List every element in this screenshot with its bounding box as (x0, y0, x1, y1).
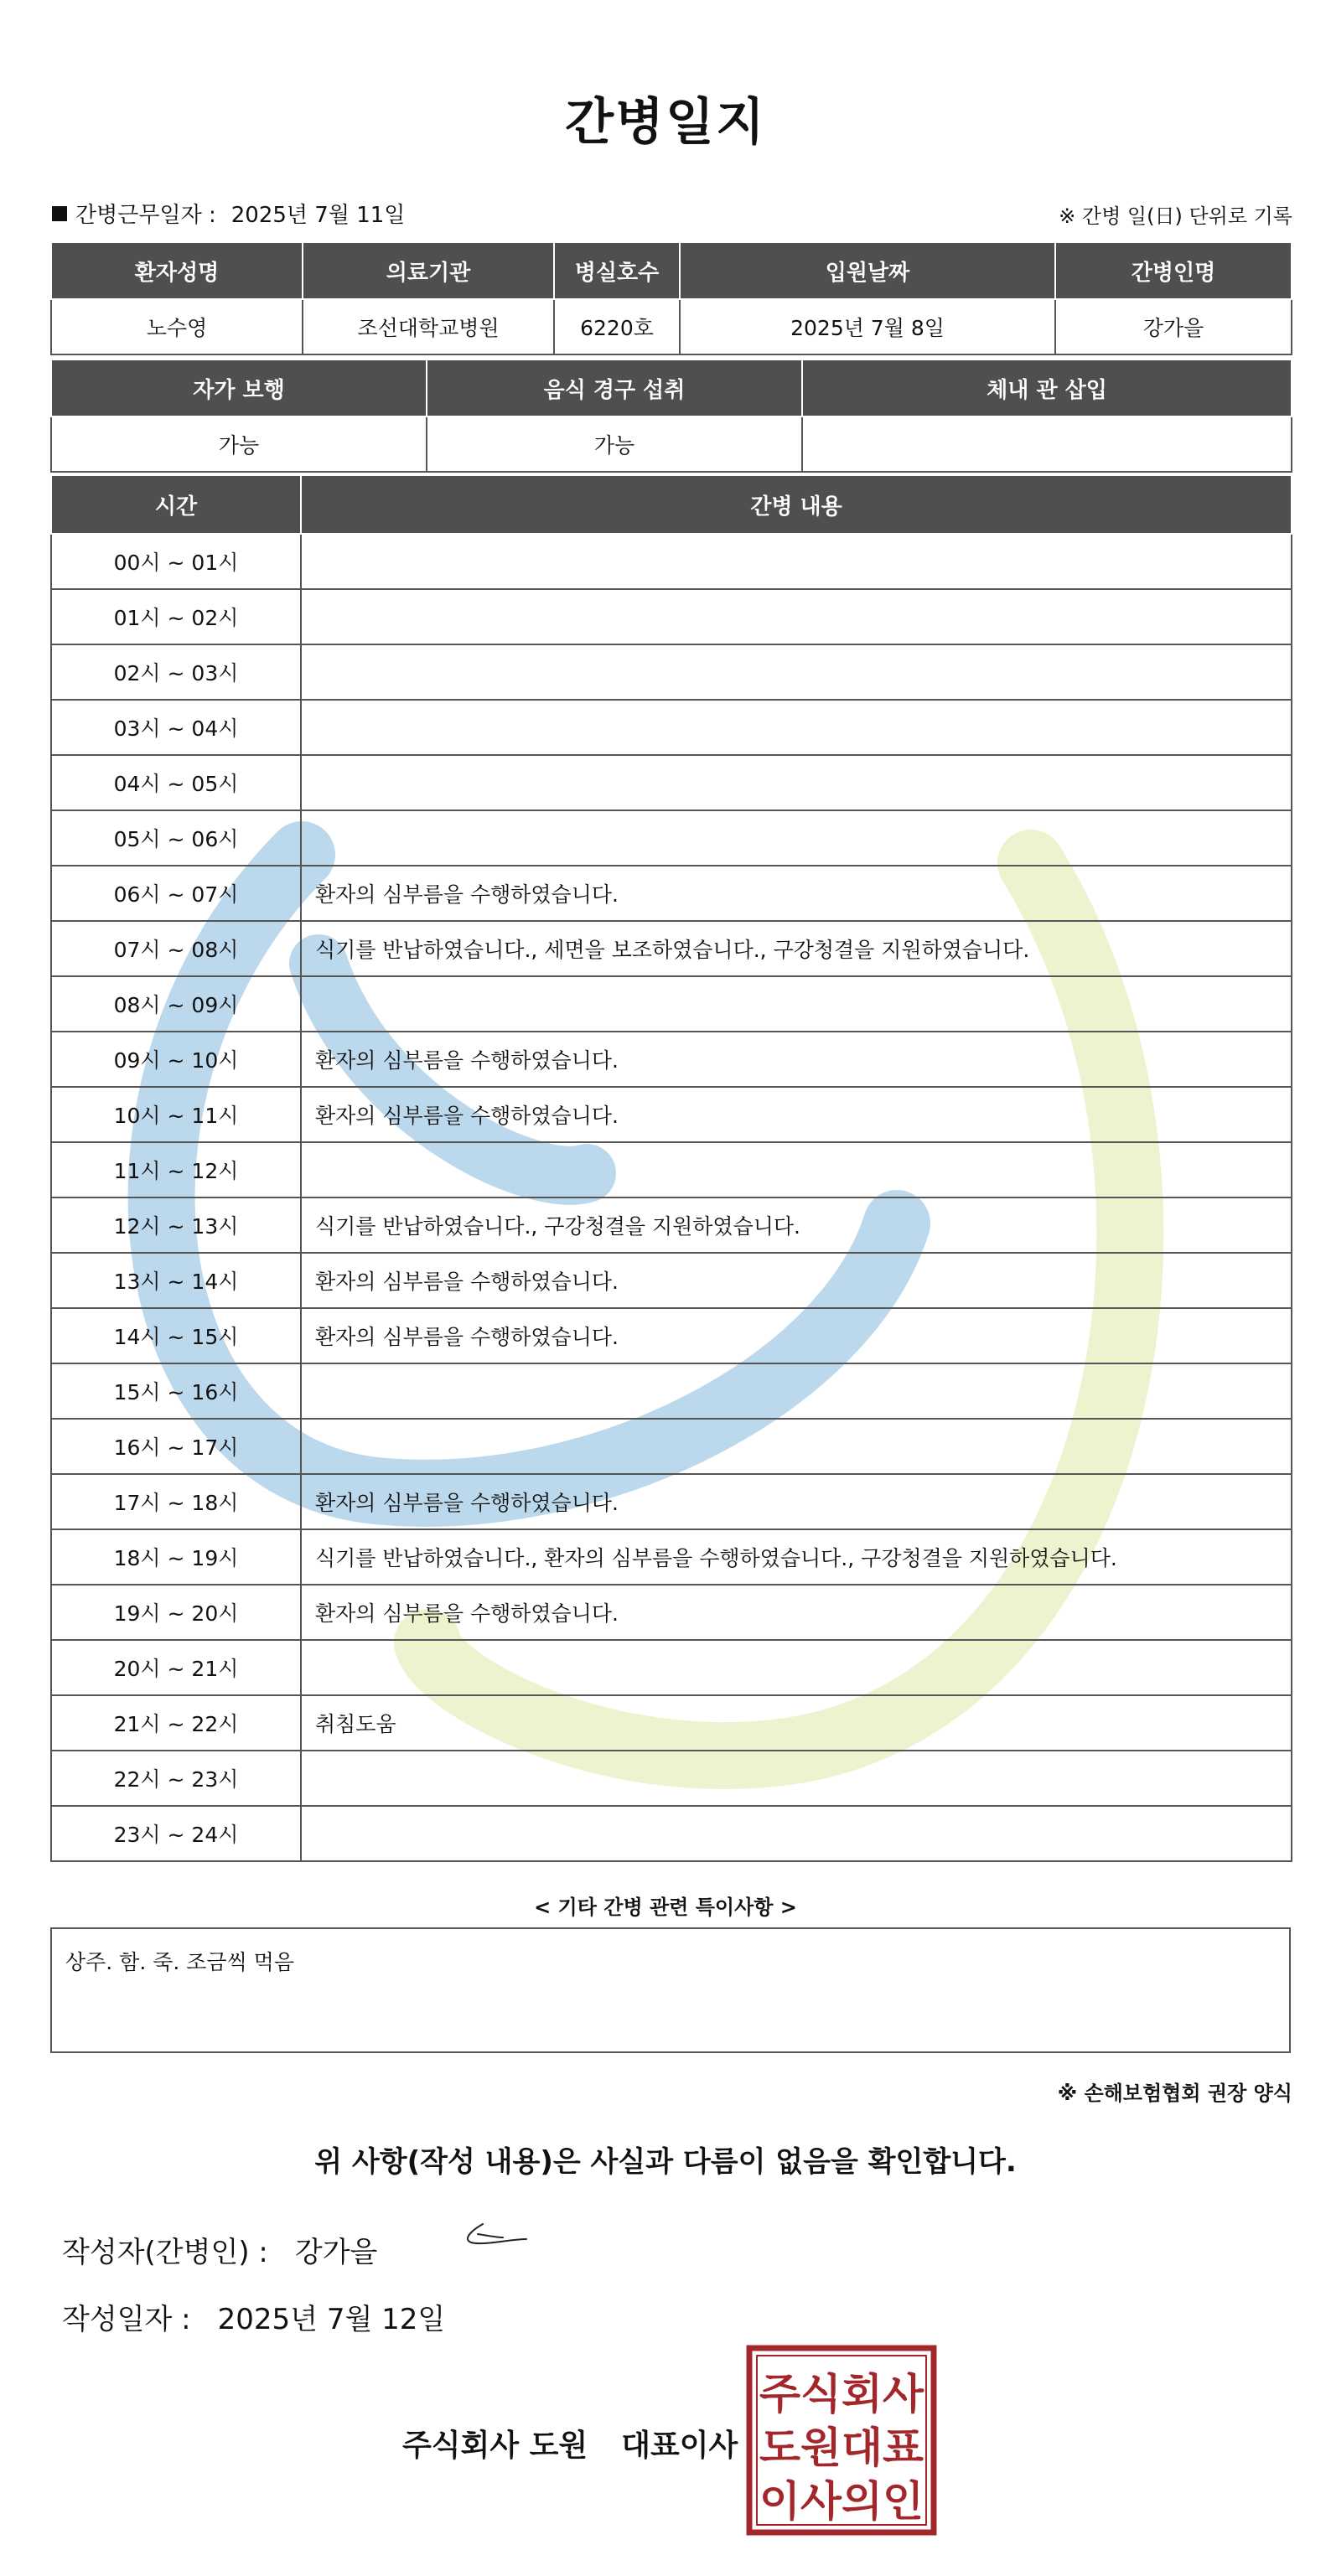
time-cell: 12시 ~ 13시 (51, 1197, 301, 1253)
svg-text:도원대표: 도원대표 (759, 2423, 924, 2472)
care-content-cell (301, 700, 1292, 755)
table-row (51, 866, 1292, 921)
work-date-label: 간병근무일자 : (75, 203, 216, 228)
notes-text: 상주. 함. 죽. 조금씩 먹음 (65, 1950, 294, 1974)
care-content-cell: 환자의 심부름을 수행하였습니다. (301, 866, 1292, 921)
document-title: 간병일지 (565, 93, 766, 152)
care-content-cell (301, 1142, 1292, 1197)
table-row (51, 755, 1292, 810)
patient-name: 노수영 (51, 299, 303, 354)
header-patient-name: 환자성명 (51, 242, 303, 299)
room-number: 6220호 (554, 299, 680, 354)
time-cell: 04시 ~ 05시 (51, 755, 301, 810)
tube-insertion-value (802, 416, 1292, 472)
header-admission-date: 입원날짜 (680, 242, 1055, 299)
time-cell: 23시 ~ 24시 (51, 1806, 301, 1861)
care-content-cell: 환자의 심부름을 수행하였습니다. (301, 1585, 1292, 1640)
table-row (51, 644, 1292, 700)
table-row (51, 1087, 1292, 1142)
table-row (51, 1419, 1292, 1474)
time-cell: 00시 ~ 01시 (51, 534, 301, 589)
notes-title: < 기타 간병 관련 특이사항 > (534, 1896, 797, 1919)
time-cell: 15시 ~ 16시 (51, 1363, 301, 1419)
table-row (51, 589, 1292, 644)
write-date-line (62, 2296, 445, 2337)
self-walking-value: 가능 (51, 416, 427, 472)
header-oral-intake: 음식 경구 섭취 (427, 360, 802, 416)
company-line (402, 2422, 738, 2465)
time-cell: 18시 ~ 19시 (51, 1529, 301, 1585)
time-cell: 08시 ~ 09시 (51, 976, 301, 1032)
hospital: 조선대학교병원 (303, 299, 554, 354)
header-care-content: 간병 내용 (301, 475, 1292, 534)
care-content-cell (301, 1751, 1292, 1806)
square-bullet-icon (52, 206, 67, 221)
care-content-cell: 식기를 반납하였습니다., 환자의 심부름을 수행하였습니다., 구강청결을 지원하였습니다. (301, 1529, 1292, 1585)
time-cell: 02시 ~ 03시 (51, 644, 301, 700)
table-row (51, 700, 1292, 755)
header-hospital: 의료기관 (303, 242, 554, 299)
time-cell: 03시 ~ 04시 (51, 700, 301, 755)
time-cell: 06시 ~ 07시 (51, 866, 301, 921)
writer-label: 작성자(간병인) : (62, 2236, 268, 2269)
writer-line (62, 2229, 377, 2270)
care-content-cell (301, 1419, 1292, 1474)
work-date (52, 198, 405, 229)
table-row (51, 1585, 1292, 1640)
time-cell: 17시 ~ 18시 (51, 1474, 301, 1529)
time-cell: 09시 ~ 10시 (51, 1032, 301, 1087)
header-room: 병실호수 (554, 242, 680, 299)
care-content-cell (301, 810, 1292, 866)
time-cell: 07시 ~ 08시 (51, 921, 301, 976)
header-tube-insertion: 체내 관 삽입 (802, 360, 1292, 416)
care-content-cell (301, 589, 1292, 644)
table-row (51, 1253, 1292, 1308)
oral-intake-value: 가능 (427, 416, 802, 472)
care-content-cell (301, 755, 1292, 810)
time-cell: 21시 ~ 22시 (51, 1695, 301, 1751)
company-name: 주식회사 도원 (402, 2429, 588, 2463)
table-row (51, 976, 1292, 1032)
table-row (51, 1197, 1292, 1253)
table-row (51, 1474, 1292, 1529)
table-row (51, 1751, 1292, 1806)
care-content-cell (301, 1806, 1292, 1861)
time-cell: 22시 ~ 23시 (51, 1751, 301, 1806)
admission-date: 2025년 7월 8일 (680, 299, 1055, 354)
care-content-cell (301, 1640, 1292, 1695)
time-cell: 13시 ~ 14시 (51, 1253, 301, 1308)
table-row (51, 1806, 1292, 1861)
table-row (51, 1032, 1292, 1087)
svg-text:이사의인: 이사의인 (759, 2477, 924, 2526)
care-content-cell (301, 1363, 1292, 1419)
write-date-label: 작성일자 : (62, 2303, 191, 2336)
svg-text:주식회사: 주식회사 (759, 2370, 924, 2418)
care-content-cell (301, 644, 1292, 700)
patient-info-table (50, 241, 1292, 355)
work-date-value: 2025년 7월 11일 (230, 203, 406, 228)
table-row (51, 1142, 1292, 1197)
header-caregiver-name: 간병인명 (1055, 242, 1292, 299)
table-row (51, 1529, 1292, 1585)
patient-status-table (50, 359, 1292, 473)
time-cell: 14시 ~ 15시 (51, 1308, 301, 1363)
table-row (51, 1308, 1292, 1363)
care-content-cell: 환자의 심부름을 수행하였습니다. (301, 1253, 1292, 1308)
daily-record-note: ※ 간병 일(日) 단위로 기록 (1059, 204, 1292, 228)
table-row (51, 1363, 1292, 1419)
care-log-table (50, 474, 1292, 1862)
caregiver-name: 강가을 (1055, 299, 1292, 354)
time-cell: 11시 ~ 12시 (51, 1142, 301, 1197)
care-content-cell (301, 534, 1292, 589)
time-cell: 01시 ~ 02시 (51, 589, 301, 644)
table-row (51, 1695, 1292, 1751)
time-cell: 20시 ~ 21시 (51, 1640, 301, 1695)
table-row (51, 534, 1292, 589)
company-seal (746, 2345, 937, 2536)
time-cell: 19시 ~ 20시 (51, 1585, 301, 1640)
time-cell: 05시 ~ 06시 (51, 810, 301, 866)
table-row (51, 810, 1292, 866)
care-content-cell: 환자의 심부름을 수행하였습니다. (301, 1087, 1292, 1142)
recommended-form-note: ※ 손해보험협회 권장 양식 (1057, 2082, 1292, 2105)
writer-name: 강가을 (294, 2236, 378, 2269)
write-date-value: 2025년 7월 12일 (217, 2303, 446, 2336)
care-content-cell: 식기를 반납하였습니다., 구강청결을 지원하였습니다. (301, 1197, 1292, 1253)
notes-box (50, 1927, 1291, 2053)
care-content-cell: 식기를 반납하였습니다., 세면을 보조하였습니다., 구강청결을 지원하였습니다. (301, 921, 1292, 976)
care-content-cell: 환자의 심부름을 수행하였습니다. (301, 1308, 1292, 1363)
care-content-cell (301, 976, 1292, 1032)
table-row (51, 921, 1292, 976)
confirmation-statement: 위 사항(작성 내용)은 사실과 다름이 없음을 확인합니다. (314, 2145, 1017, 2179)
table-row (51, 1640, 1292, 1695)
care-content-cell: 취침도움 (301, 1695, 1292, 1751)
time-cell: 10시 ~ 11시 (51, 1087, 301, 1142)
signature-icon (459, 2219, 535, 2253)
care-content-cell: 환자의 심부름을 수행하였습니다. (301, 1032, 1292, 1087)
header-time: 시간 (51, 475, 301, 534)
time-cell: 16시 ~ 17시 (51, 1419, 301, 1474)
header-self-walking: 자가 보행 (51, 360, 427, 416)
ceo-title: 대표이사 (621, 2429, 738, 2463)
care-content-cell: 환자의 심부름을 수행하였습니다. (301, 1474, 1292, 1529)
